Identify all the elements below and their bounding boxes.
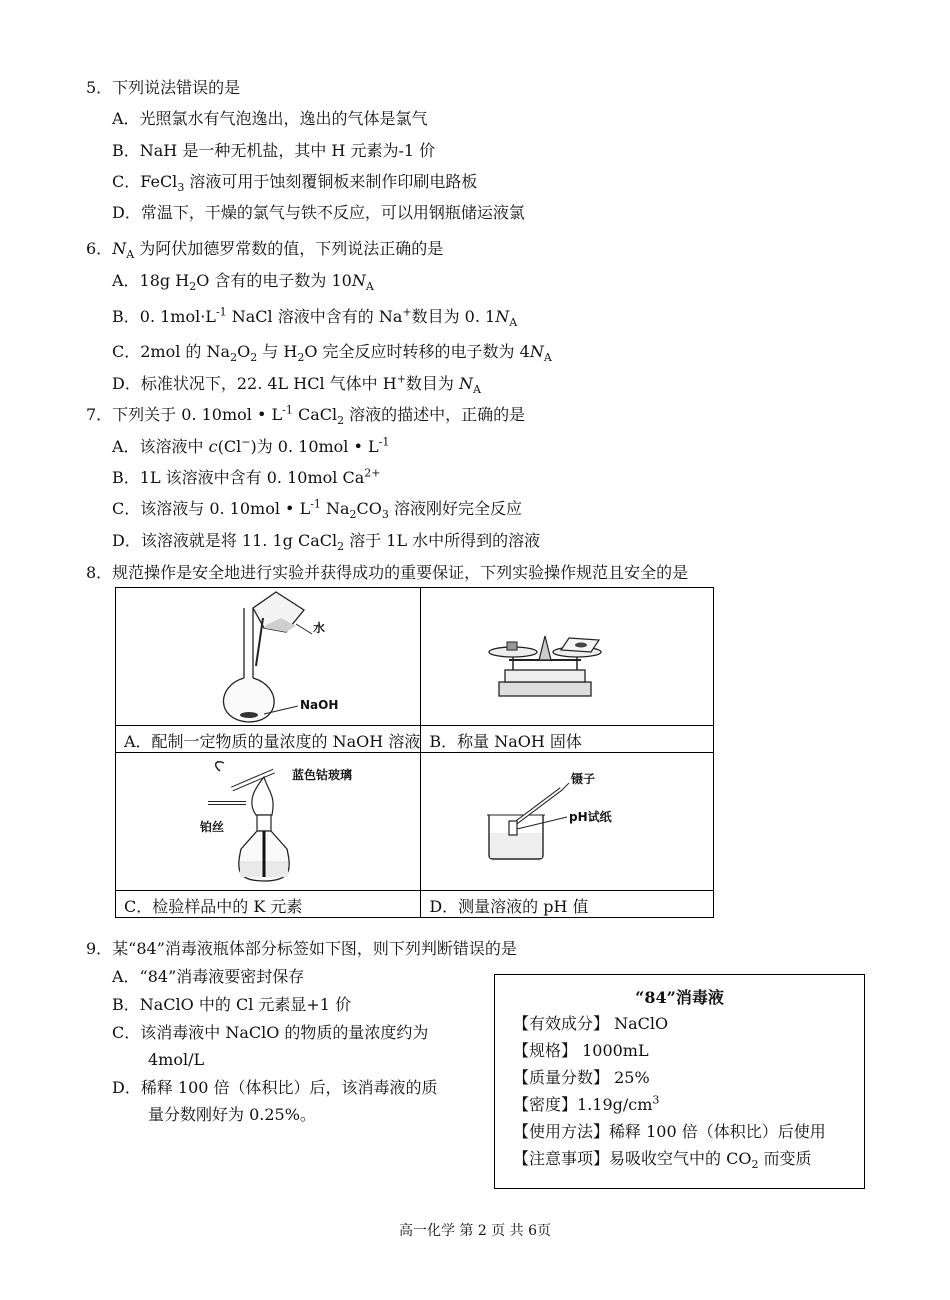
- q8-figure-b: [421, 588, 714, 726]
- label-line-ingredient: 【有效成分】 NaClO: [513, 1014, 669, 1033]
- q8-caption-c: C．检验样品中的 K 元素: [116, 891, 421, 918]
- q8-experiment-table: [115, 587, 714, 918]
- label-title: “84”消毒液: [635, 988, 724, 1007]
- q7-stem: 7．下列关于 0. 10mol • $L^{-1}$ CaCl$_2$ 溶液的描述中，正确的是: [86, 403, 526, 428]
- q8-caption-a: A．配制一定物质的量浓度的 NaOH 溶液: [116, 726, 421, 753]
- q6-option-d: D．标准状况下，22. 4L HCl 气体中 H+数目为 $N_A$: [112, 372, 481, 397]
- q8-figure-c: [116, 753, 421, 891]
- q7-option-a: A．该溶液中 c(Cl−)为 0. 10mol • $L^{-1}$: [112, 435, 390, 456]
- q5-option-a: A．光照氯水有气泡逸出，逸出的气体是氯气: [112, 109, 428, 128]
- q6-stem: 6．$N_A$ 为阿伏加德罗常数的值，下列说法正确的是: [86, 239, 444, 262]
- label-water: 水: [313, 621, 326, 635]
- q5-option-b: B．NaH 是一种无机盐，其中 H 元素为-1 价: [112, 141, 436, 160]
- q8-caption-b: B．称量 NaOH 固体: [421, 726, 714, 753]
- q5-option-c: C．FeCl$_3$ 溶液可用于蚀刻覆铜板来制作印刷电路板: [112, 172, 478, 195]
- label-platinum-wire: 铂丝: [200, 820, 225, 834]
- q8-figure-d: [421, 753, 714, 891]
- label-line-notice: 【注意事项】易吸收空气中的 $CO_2$ 而变质: [513, 1149, 812, 1172]
- q8-stem: 8．规范操作是安全地进行实验并获得成功的重要保证，下列实验操作规范且安全的是: [86, 563, 689, 582]
- q9-option-b: B．NaClO 中的 Cl 元素显+1 价: [112, 995, 352, 1014]
- q9-option-c: C．该消毒液中 NaClO 的物质的量浓度约为: [112, 1023, 429, 1042]
- q7-option-d: D．该溶液就是将 11. 1g CaCl$_2$ 溶于 1L 水中所得到的溶液: [112, 531, 541, 554]
- label-naoh: NaOH: [300, 698, 339, 712]
- q8-figure-a: [116, 588, 421, 726]
- volumetric-flask-figure: [116, 588, 461, 726]
- page-footer: 高一化学 第 2 页 共 6页: [398, 1223, 552, 1239]
- label-cobalt-glass: 蓝色钴玻璃: [292, 768, 353, 782]
- label-ph-paper: pH试纸: [569, 810, 612, 824]
- q6-option-b: B．0. $1mol\cdot L^{-1}$ NaCl 溶液中含有的 Na+数目为 0. $1N_A$: [112, 305, 518, 330]
- q9-option-d-cont: 量分数刚好为 0.25%。: [148, 1105, 316, 1124]
- q9-option-d: D．稀释 100 倍（体积比）后，该消毒液的质: [112, 1078, 438, 1097]
- flame-test-figure: [116, 753, 461, 891]
- label-line-usage: 【使用方法】稀释 100 倍（体积比）后使用: [513, 1122, 826, 1141]
- q9-option-c-cont: 4mol/L: [148, 1050, 205, 1069]
- q6-option-a: A．18g $H_2O$ 含有的电子数为 $10N_A$: [112, 271, 374, 294]
- q6-option-c: C．2mol 的 $Na_2O_2$ 与 $H_2O$ 完全反应时转移的电子数为 $4N_A$: [112, 342, 552, 365]
- q9-stem: 9．某“84”消毒液瓶体部分标签如下图，则下列判断错误的是: [86, 939, 517, 958]
- label-line-spec: 【规格】 1000mL: [513, 1041, 649, 1060]
- q5-option-d: D．常温下，干燥的氯气与铁不反应，可以用钢瓶储运液氯: [112, 203, 525, 222]
- q7-option-c: C．该溶液与 0. 10mol • $L^{-1}$ $Na_2CO_3$ 溶液刚好完全反应: [112, 497, 522, 522]
- disinfectant-label: [494, 974, 865, 1189]
- q7-option-b: B．1L 该溶液中含有 0. 10mol $Ca^{2+}$: [112, 466, 381, 487]
- label-line-density: 【密度】$1.19g/cm^3$: [513, 1093, 660, 1114]
- label-line-mass-fraction: 【质量分数】 25%: [513, 1068, 650, 1087]
- ph-test-figure: [421, 753, 673, 891]
- label-tweezers: 镊子: [571, 772, 596, 786]
- q8-caption-d: D．测量溶液的 pH 值: [421, 891, 714, 918]
- balance-figure: [421, 588, 673, 726]
- q5-stem: 5．下列说法错误的是: [86, 78, 241, 97]
- q9-option-a: A．“84”消毒液要密封保存: [112, 967, 305, 986]
